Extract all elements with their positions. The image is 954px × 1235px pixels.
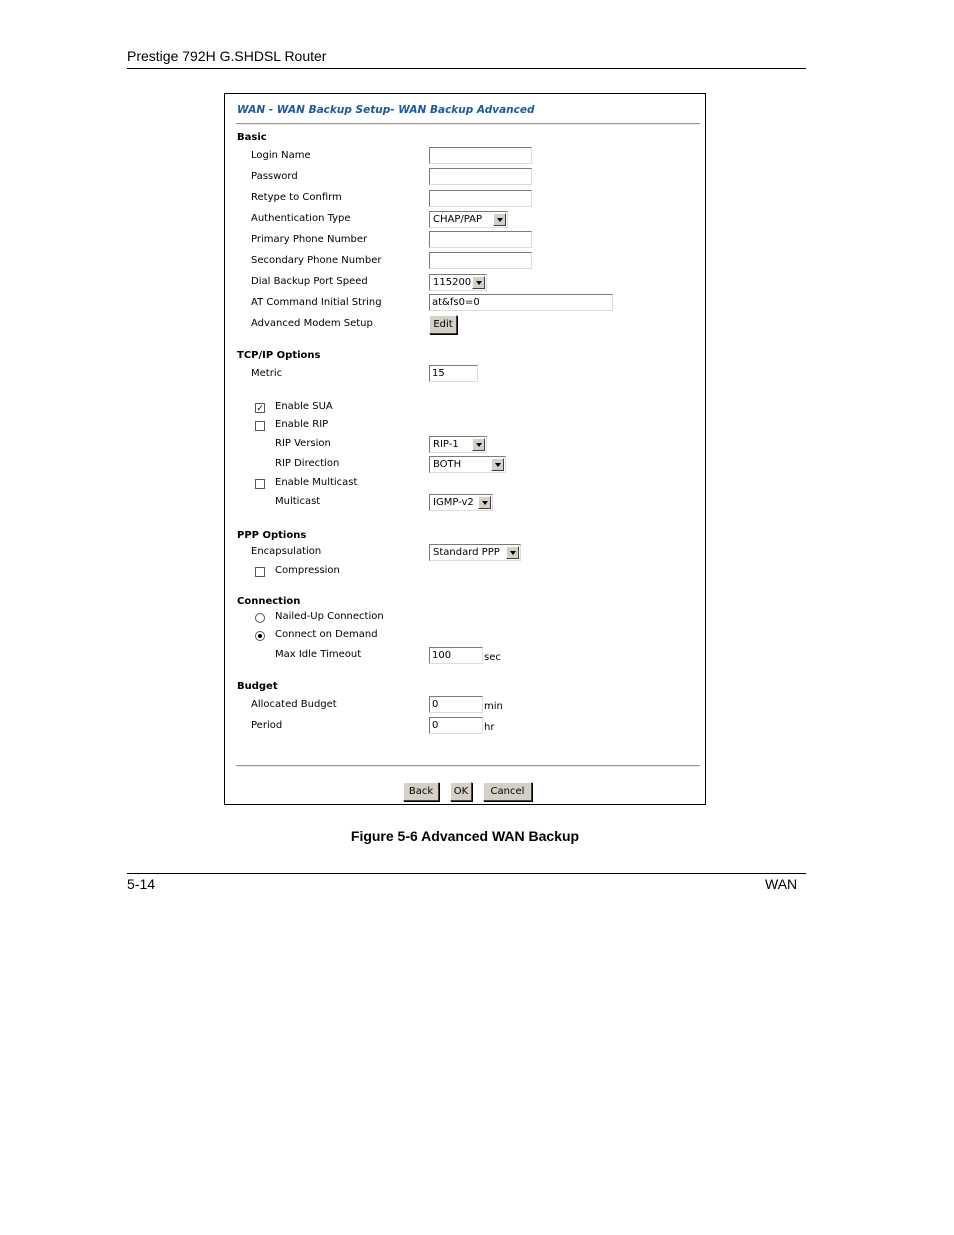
period-label: Period xyxy=(251,720,283,731)
compression-label: Compression xyxy=(275,565,340,576)
on-demand-radio[interactable] xyxy=(255,631,265,641)
at-command-input[interactable]: at&fs0=0 xyxy=(429,294,613,311)
primary-phone-label: Primary Phone Number xyxy=(251,234,368,245)
port-speed-label: Dial Backup Port Speed xyxy=(251,276,368,287)
port-speed-select[interactable] xyxy=(429,274,487,291)
rip-version-label: RIP Version xyxy=(275,438,331,449)
metric-label: Metric xyxy=(251,368,283,379)
password-input[interactable] xyxy=(429,168,532,185)
dropdown-arrow-icon[interactable] xyxy=(491,458,504,471)
idle-timeout-input[interactable]: 100 xyxy=(429,647,483,664)
multicast-select[interactable] xyxy=(429,494,493,511)
idle-timeout-unit: sec xyxy=(484,652,501,663)
encapsulation-value: Standard PPP xyxy=(433,547,500,558)
auth-type-select[interactable] xyxy=(429,211,508,228)
secondary-phone-label: Secondary Phone Number xyxy=(251,255,382,266)
retype-input[interactable] xyxy=(429,190,532,207)
rip-direction-value: BOTH xyxy=(433,459,462,470)
form-title: WAN - WAN Backup Setup- WAN Backup Advanced xyxy=(237,104,535,116)
password-label: Password xyxy=(251,171,298,182)
on-demand-label: Connect on Demand xyxy=(275,629,378,640)
login-name-input[interactable] xyxy=(429,147,532,164)
multicast-value: IGMP-v2 xyxy=(433,497,474,508)
rip-version-select[interactable] xyxy=(429,436,487,453)
dropdown-arrow-icon[interactable] xyxy=(472,438,485,451)
modem-setup-label: Advanced Modem Setup xyxy=(251,318,373,329)
dropdown-arrow-icon[interactable] xyxy=(478,496,491,509)
auth-type-value: CHAP/PAP xyxy=(433,214,483,225)
form-screenshot xyxy=(224,93,706,805)
chapter-name: WAN xyxy=(765,876,798,892)
at-command-label: AT Command Initial String xyxy=(251,297,382,308)
ok-button[interactable]: OK xyxy=(450,782,472,801)
dropdown-arrow-icon[interactable] xyxy=(493,213,506,226)
compression-checkbox[interactable] xyxy=(255,567,265,577)
enable-multicast-label: Enable Multicast xyxy=(275,477,358,488)
figure-caption: Figure 5-6 Advanced WAN Backup xyxy=(350,828,580,844)
cancel-button[interactable]: Cancel xyxy=(483,782,532,801)
nailed-up-radio[interactable] xyxy=(255,613,265,623)
port-speed-value: 115200 xyxy=(433,277,472,288)
encapsulation-label: Encapsulation xyxy=(251,546,322,557)
enable-multicast-checkbox[interactable] xyxy=(255,479,265,489)
title-divider xyxy=(236,123,700,125)
page-header: Prestige 792H G.SHDSL Router xyxy=(127,48,327,64)
rip-direction-select[interactable] xyxy=(429,456,506,473)
enable-rip-label: Enable RIP xyxy=(275,419,329,430)
budget-heading: Budget xyxy=(237,681,278,692)
auth-type-label: Authentication Type xyxy=(251,213,351,224)
back-button[interactable]: Back xyxy=(403,782,439,801)
buttons-divider xyxy=(236,765,700,767)
ppp-heading: PPP Options xyxy=(237,530,307,541)
retype-label: Retype to Confirm xyxy=(251,192,342,203)
secondary-phone-input[interactable] xyxy=(429,252,532,269)
edit-button[interactable]: Edit xyxy=(429,315,457,334)
enable-sua-checkbox[interactable]: ✓ xyxy=(256,403,264,413)
dropdown-arrow-icon[interactable] xyxy=(472,276,485,289)
footer-rule xyxy=(127,873,806,874)
enable-sua-label: Enable SUA xyxy=(275,401,333,412)
tcpip-heading: TCP/IP Options xyxy=(237,350,321,361)
metric-input[interactable]: 15 xyxy=(429,365,478,382)
rip-direction-label: RIP Direction xyxy=(275,458,340,469)
encapsulation-select[interactable] xyxy=(429,544,521,561)
page-number: 5-14 xyxy=(127,876,156,892)
header-rule xyxy=(127,68,806,69)
allocated-budget-unit: min xyxy=(484,701,503,712)
idle-timeout-label: Max Idle Timeout xyxy=(275,649,362,660)
dropdown-arrow-icon[interactable] xyxy=(506,546,519,559)
allocated-budget-input[interactable]: 0 xyxy=(429,696,483,713)
primary-phone-input[interactable] xyxy=(429,231,532,248)
rip-version-value: RIP-1 xyxy=(433,439,459,450)
nailed-up-label: Nailed-Up Connection xyxy=(275,611,384,622)
allocated-budget-label: Allocated Budget xyxy=(251,699,337,710)
basic-heading: Basic xyxy=(237,132,267,143)
connection-heading: Connection xyxy=(237,596,301,607)
period-unit: hr xyxy=(484,722,495,733)
multicast-label: Multicast xyxy=(275,496,321,507)
enable-rip-checkbox[interactable] xyxy=(255,421,265,431)
login-name-label: Login Name xyxy=(251,150,311,161)
period-input[interactable]: 0 xyxy=(429,717,483,734)
